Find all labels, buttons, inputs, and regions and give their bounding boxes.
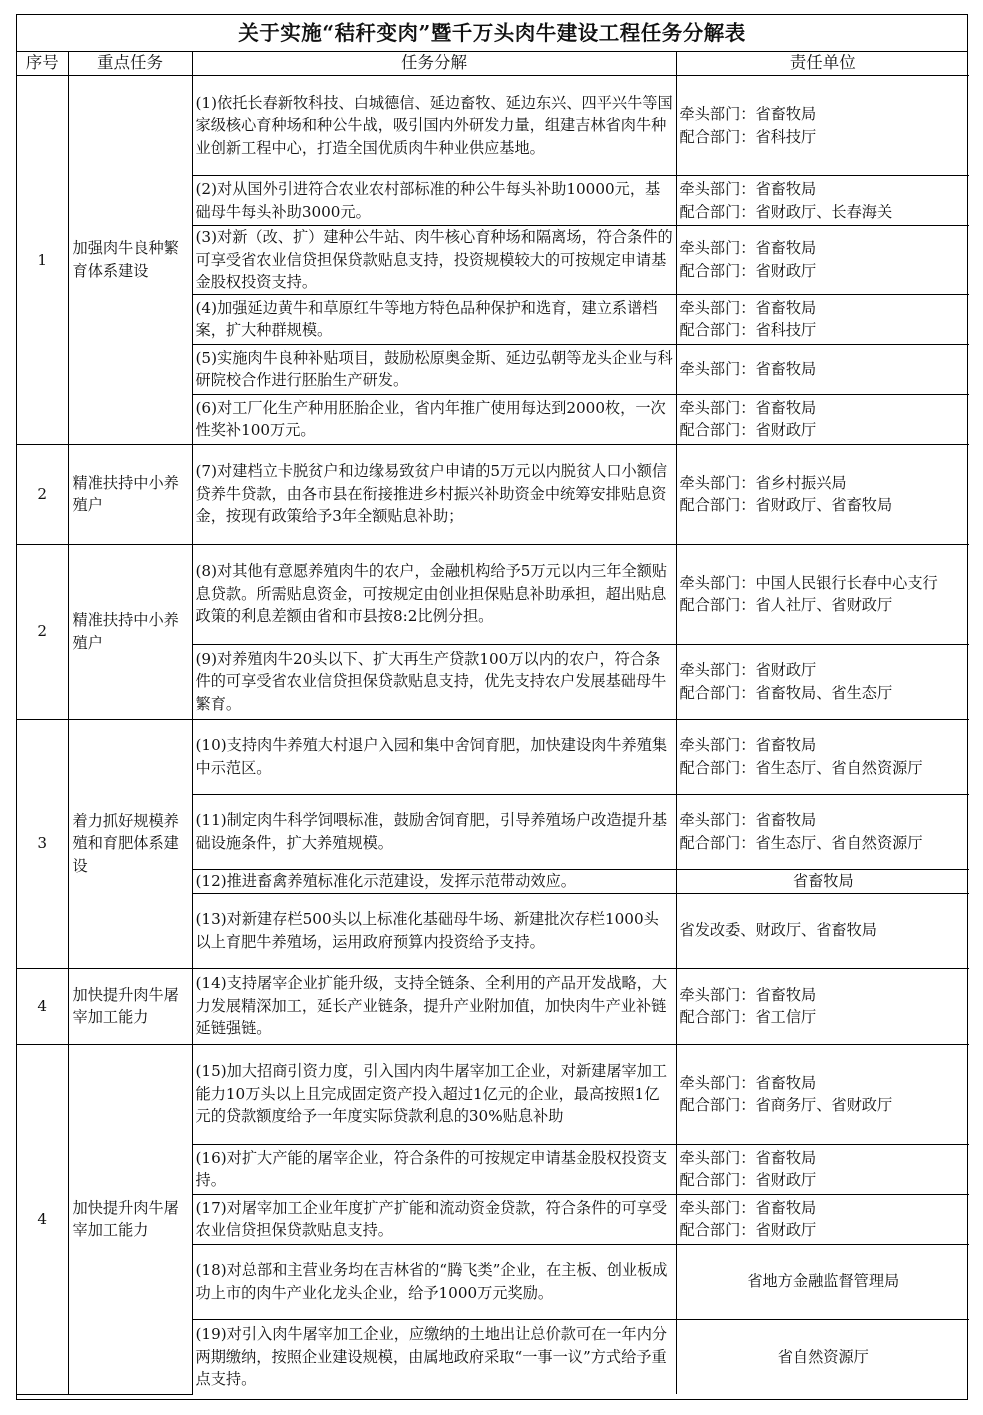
- responsible-unit: [676, 1319, 969, 1394]
- row-number: 2: [17, 444, 68, 544]
- responsible-unit-line: 牵头部门：省畜牧局: [679, 398, 817, 417]
- responsible-unit: [676, 76, 969, 176]
- task-decomposition: (17)对屠宰加工企业年度扩产扩能和流动资金贷款，符合条件的可享受农业信贷担保贷款贴息支持。: [192, 1194, 676, 1244]
- task-decomposition: (14)支持屠宰企业扩能升级，支持全链条、全利用的产品开发战略，大力发展精深加工，延长产业链条，提升产业附加值，加快肉牛产业补链延链强链。: [192, 968, 676, 1044]
- responsible-unit: [676, 394, 969, 444]
- responsible-unit: [676, 1244, 969, 1319]
- responsible-unit: [676, 1044, 969, 1144]
- key-task: 加快提升肉牛屠宰加工能力: [68, 968, 192, 1044]
- task-table: [17, 51, 969, 1395]
- task-decomposition: (1)依托长春新牧科技、白城德信、延边畜牧、延边东兴、四平兴牛等国家级核心育种场和种公牛战，吸引国内外研发力量，组建吉林省肉牛种业创新工程中心，打造全国优质肉牛种业供应基地。: [192, 76, 676, 176]
- table-row: [17, 76, 969, 176]
- key-task: 精准扶持中小养殖户: [68, 444, 192, 544]
- sheet-title: 关于实施“秸秆变肉”暨千万头肉牛建设工程任务分解表: [17, 15, 967, 52]
- task-decomposition: (6)对工厂化生产种用胚胎企业，省内年推广使用每达到2000枚，一次性奖补100万元。: [192, 394, 676, 444]
- row-number: 2: [17, 544, 68, 719]
- responsible-unit: [676, 444, 969, 544]
- task-decomposition: (5)实施肉牛良种补贴项目，鼓励松原奥金斯、延边弘朝等龙头企业与科研院校合作进行胚胎生产研发。: [192, 344, 676, 394]
- responsible-unit-line: 配合部门：省生态厅、省自然资源厅: [679, 758, 923, 777]
- responsible-unit-line: 配合部门：省财政厅: [679, 421, 817, 439]
- responsible-unit-line: 牵头部门：省畜牧局: [679, 239, 817, 258]
- responsible-unit: [676, 893, 969, 968]
- responsible-unit: [676, 869, 969, 893]
- responsible-unit-line: 牵头部门：省畜牧局: [679, 359, 817, 378]
- task-sheet: [16, 14, 968, 1400]
- header-responsible-unit: 责任单位: [676, 51, 969, 76]
- responsible-unit-line: 配合部门：省畜牧局、省生态厅: [679, 683, 893, 702]
- table-body: [17, 76, 969, 1395]
- responsible-unit: [676, 294, 969, 344]
- responsible-unit-line: 牵头部门：省畜牧局: [679, 1073, 817, 1092]
- row-number: 3: [17, 719, 68, 968]
- responsible-unit: [676, 644, 969, 719]
- key-task: 着力抓好规模养殖和育肥体系建设: [68, 719, 192, 968]
- responsible-unit-line: 牵头部门：省畜牧局: [679, 105, 817, 123]
- responsible-unit-line: 配合部门：省科技厅: [679, 321, 817, 339]
- table-row: [17, 544, 969, 644]
- responsible-unit-line: 牵头部门：省畜牧局: [679, 1198, 817, 1217]
- responsible-unit-line: 配合部门：省工信厅: [679, 1008, 817, 1026]
- responsible-unit: [676, 226, 969, 295]
- responsible-unit-line: 配合部门：省财政厅: [679, 1171, 817, 1189]
- responsible-unit: [676, 968, 969, 1044]
- key-task: 精准扶持中小养殖户: [68, 544, 192, 719]
- task-decomposition: (16)对扩大产能的屠宰企业，符合条件的可按规定申请基金股权投资支持。: [192, 1144, 676, 1194]
- row-number: 1: [17, 76, 68, 445]
- responsible-unit-line: 牵头部门：省畜牧局: [679, 736, 817, 754]
- responsible-unit-line: 配合部门：省财政厅: [679, 1221, 817, 1239]
- responsible-unit: [676, 176, 969, 226]
- table-row: [17, 444, 969, 544]
- responsible-unit-line: 牵头部门：省财政厅: [679, 661, 817, 679]
- table-row: [17, 1044, 969, 1144]
- task-decomposition: (8)对其他有意愿养殖肉牛的农户，金融机构给予5万元以内三年全额贴息贷款。所需贴息资金，可按规定由创业担保贴息补助承担，超出贴息政策的利息差额由省和市县按8:2比例分担。: [192, 544, 676, 644]
- header-no: 序号: [17, 51, 68, 76]
- responsible-unit-line: 省自然资源厅: [777, 1347, 869, 1366]
- task-decomposition: (3)对新（改、扩）建种公牛站、肉牛核心育种场和隔离场，符合条件的可享受省农业信贷担保贷款贴息支持，投资规模较大的可按规定申请基金股权投资支持。: [192, 226, 676, 295]
- responsible-unit-line: 省地方金融监督管理局: [747, 1272, 900, 1291]
- responsible-unit-line: 配合部门：省生态厅、省自然资源厅: [679, 833, 923, 852]
- responsible-unit-line: 配合部门：省财政厅、省畜牧局: [679, 496, 893, 514]
- responsible-unit: [676, 1194, 969, 1244]
- responsible-unit: [676, 1144, 969, 1194]
- responsible-unit-line: 省发改委、财政厅、省畜牧局: [679, 921, 877, 940]
- responsible-unit-line: 牵头部门：省畜牧局: [679, 811, 817, 829]
- responsible-unit-line: 配合部门：省财政厅: [679, 261, 817, 280]
- task-decomposition: (18)对总部和主营业务均在吉林省的“腾飞类”企业，在主板、创业板成功上市的肉牛产业化龙头企业，给予1000万元奖励。: [192, 1244, 676, 1319]
- row-number: 4: [17, 968, 68, 1044]
- header-row: [17, 51, 969, 76]
- responsible-unit-line: 牵头部门：省乡村振兴局: [679, 473, 847, 492]
- responsible-unit-line: 牵头部门：省畜牧局: [679, 1148, 817, 1167]
- key-task: 加快提升肉牛屠宰加工能力: [68, 1044, 192, 1394]
- header-task: 重点任务: [68, 51, 192, 76]
- task-decomposition: (12)推进畜禽养殖标准化示范建设，发挥示范带动效应。: [192, 869, 676, 893]
- responsible-unit-line: 牵头部门：省畜牧局: [679, 985, 817, 1004]
- responsible-unit-line: 牵头部门：中国人民银行长春中心支行: [679, 573, 938, 592]
- responsible-unit: [676, 344, 969, 394]
- task-decomposition: (7)对建档立卡脱贫户和边缘易致贫户申请的5万元以内脱贫人口小额信贷养牛贷款，由各市县在衔接推进乡村振兴补助资金中统筹安排贴息资金，按现有政策给予3年全额贴息补助；: [192, 444, 676, 544]
- responsible-unit: [676, 794, 969, 869]
- header-decomposition: 任务分解: [192, 51, 676, 76]
- task-decomposition: (13)对新建存栏500头以上标准化基础母牛场、新建批次存栏1000头以上育肥牛养殖场，运用政府预算内投资给予支持。: [192, 893, 676, 968]
- responsible-unit-line: 配合部门：省人社厅、省财政厅: [679, 596, 893, 614]
- responsible-unit-line: 配合部门：省商务厅、省财政厅: [679, 1096, 893, 1114]
- task-decomposition: (10)支持肉牛养殖大村退户入园和集中舍饲育肥，加快建设肉牛养殖集中示范区。: [192, 719, 676, 794]
- responsible-unit-line: 配合部门：省科技厅: [679, 127, 817, 146]
- table-row: [17, 719, 969, 794]
- task-decomposition: (15)加大招商引资力度，引入国内肉牛屠宰加工企业，对新建屠宰加工能力10万头以上且完成固定资产投入超过1亿元的企业，最高按照1亿元的贷款额度给予一年度实际贷款利息的30%贴息补助: [192, 1044, 676, 1144]
- table-row: [17, 968, 969, 1044]
- task-decomposition: (2)对从国外引进符合农业农村部标准的种公牛每头补助10000元，基础母牛每头补助3000元。: [192, 176, 676, 226]
- responsible-unit-line: 配合部门：省财政厅、长春海关: [679, 202, 893, 221]
- task-decomposition: (11)制定肉牛科学饲喂标准，鼓励舍饲育肥，引导养殖场户改造提升基础设施条件，扩大养殖规模。: [192, 794, 676, 869]
- task-decomposition: (19)对引入肉牛屠宰加工企业，应缴纳的土地出让总价款可在一年内分两期缴纳，按照企业建设规模，由属地政府采取“一事一议”方式给予重点支持。: [192, 1319, 676, 1394]
- task-decomposition: (9)对养殖肉牛20头以下、扩大再生产贷款100万以内的农户，符合条件的可享受省农业信贷担保贷款贴息支持，优先支持农户发展基础母牛繁育。: [192, 644, 676, 719]
- responsible-unit: [676, 544, 969, 644]
- responsible-unit: [676, 719, 969, 794]
- responsible-unit-line: 省畜牧局: [792, 871, 854, 890]
- key-task: 加强肉牛良种繁育体系建设: [68, 76, 192, 445]
- responsible-unit-line: 牵头部门：省畜牧局: [679, 298, 817, 317]
- task-decomposition: (4)加强延边黄牛和草原红牛等地方特色品种保护和选育，建立系谱档案，扩大种群规模。: [192, 294, 676, 344]
- row-number: 4: [17, 1044, 68, 1394]
- responsible-unit-line: 牵头部门：省畜牧局: [679, 180, 817, 198]
